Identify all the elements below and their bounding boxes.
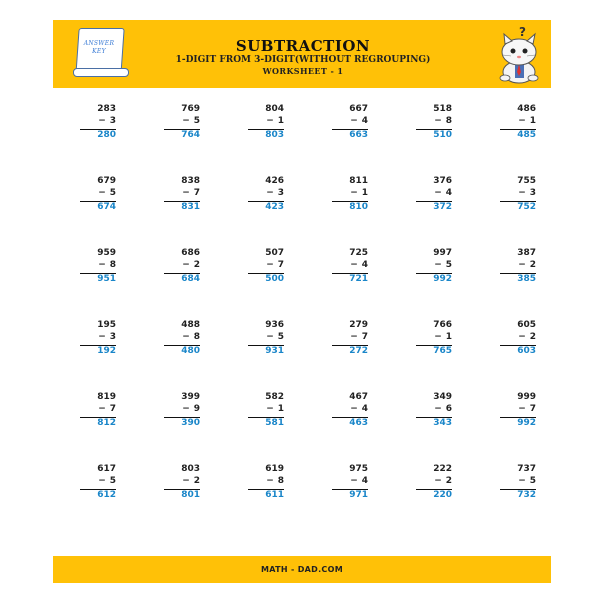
answer: 764 xyxy=(181,130,200,140)
subtrahend: 7 xyxy=(193,188,200,198)
subtraction-problem xyxy=(500,104,536,144)
minus-sign: − xyxy=(98,404,106,414)
answer: 765 xyxy=(433,346,452,356)
subtrahend-row xyxy=(350,260,368,270)
subtraction-problem xyxy=(164,104,200,144)
answer: 611 xyxy=(265,490,284,500)
answer: 510 xyxy=(433,130,452,140)
minus-sign: − xyxy=(182,116,190,126)
minuend: 838 xyxy=(181,176,200,186)
minus-sign: − xyxy=(350,332,358,342)
subtrahend-row xyxy=(350,332,368,342)
minus-sign: − xyxy=(434,188,442,198)
answer: 612 xyxy=(97,490,116,500)
subtraction-problem xyxy=(164,176,200,216)
subtrahend: 9 xyxy=(193,404,200,414)
minus-sign: − xyxy=(98,188,106,198)
minuend: 811 xyxy=(349,176,368,186)
subtraction-problem xyxy=(332,176,368,216)
scroll-roll xyxy=(73,68,129,77)
subtrahend-row xyxy=(182,116,200,126)
minus-sign: − xyxy=(434,476,442,486)
subtrahend: 5 xyxy=(445,260,452,270)
answer-key-line2: KEY xyxy=(92,48,106,55)
subtrahend-row xyxy=(350,116,368,126)
subtraction-problem xyxy=(248,248,284,288)
svg-text:?: ? xyxy=(519,25,526,39)
subtrahend: 3 xyxy=(109,116,116,126)
subtrahend-row xyxy=(98,188,116,198)
subtrahend-row xyxy=(266,476,284,486)
answer: 992 xyxy=(433,274,452,284)
subtrahend-row xyxy=(266,188,284,198)
subtrahend-row xyxy=(266,116,284,126)
minus-sign: − xyxy=(266,476,274,486)
minuend: 387 xyxy=(517,248,536,258)
subtrahend-row xyxy=(518,260,536,270)
minus-sign: − xyxy=(350,476,358,486)
minuend: 804 xyxy=(265,104,284,114)
answer: 500 xyxy=(265,274,284,284)
answer: 372 xyxy=(433,202,452,212)
minus-sign: − xyxy=(266,116,274,126)
minuend: 283 xyxy=(97,104,116,114)
subtraction-problem xyxy=(416,248,452,288)
subtrahend: 1 xyxy=(361,188,368,198)
subtrahend: 8 xyxy=(109,260,116,270)
answer: 220 xyxy=(433,490,452,500)
answer: 423 xyxy=(265,202,284,212)
subtrahend: 5 xyxy=(193,116,200,126)
worksheet-number: WORKSHEET - 1 xyxy=(262,66,344,76)
minuend: 959 xyxy=(97,248,116,258)
subtrahend: 3 xyxy=(109,332,116,342)
subtraction-problem xyxy=(332,464,368,504)
minus-sign: − xyxy=(518,116,526,126)
answer: 663 xyxy=(349,130,368,140)
minus-sign: − xyxy=(98,260,106,270)
subtrahend: 3 xyxy=(277,188,284,198)
subtrahend-row xyxy=(518,332,536,342)
minus-sign: − xyxy=(266,188,274,198)
subtrahend: 4 xyxy=(445,188,452,198)
subtrahend: 2 xyxy=(193,260,200,270)
answer: 951 xyxy=(97,274,116,284)
subtrahend: 7 xyxy=(361,332,368,342)
subtraction-problem xyxy=(500,464,536,504)
subtrahend-row xyxy=(434,476,452,486)
minus-sign: − xyxy=(266,260,274,270)
answer: 581 xyxy=(265,418,284,428)
answer: 485 xyxy=(517,130,536,140)
minuend: 617 xyxy=(97,464,116,474)
minuend: 605 xyxy=(517,320,536,330)
minuend: 803 xyxy=(181,464,200,474)
subtrahend: 7 xyxy=(109,404,116,414)
answer: 385 xyxy=(517,274,536,284)
minuend: 426 xyxy=(265,176,284,186)
subtrahend-row xyxy=(266,260,284,270)
minus-sign: − xyxy=(98,116,106,126)
subtrahend-row xyxy=(434,116,452,126)
subtraction-problem xyxy=(332,320,368,360)
subtrahend: 5 xyxy=(109,188,116,198)
subtraction-problem xyxy=(332,392,368,432)
minus-sign: − xyxy=(182,260,190,270)
subtraction-problem xyxy=(164,392,200,432)
subtraction-problem xyxy=(80,176,116,216)
minuend: 997 xyxy=(433,248,452,258)
subtraction-problem xyxy=(80,104,116,144)
subtraction-problem xyxy=(416,320,452,360)
subtrahend-row xyxy=(434,260,452,270)
minus-sign: − xyxy=(182,188,190,198)
answer: 280 xyxy=(97,130,116,140)
minuend: 488 xyxy=(181,320,200,330)
minuend: 725 xyxy=(349,248,368,258)
subtrahend-row xyxy=(518,476,536,486)
answer-key-label xyxy=(79,40,119,56)
minus-sign: − xyxy=(266,332,274,342)
subtraction-problem xyxy=(248,176,284,216)
subtrahend-row xyxy=(98,116,116,126)
subtrahend: 5 xyxy=(109,476,116,486)
subtraction-problem xyxy=(80,464,116,504)
minuend: 399 xyxy=(181,392,200,402)
minuend: 667 xyxy=(349,104,368,114)
minus-sign: − xyxy=(434,404,442,414)
minus-sign: − xyxy=(434,116,442,126)
minuend: 467 xyxy=(349,392,368,402)
subtrahend-row xyxy=(518,116,536,126)
answer: 721 xyxy=(349,274,368,284)
subtrahend-row xyxy=(182,188,200,198)
minuend: 769 xyxy=(181,104,200,114)
minus-sign: − xyxy=(266,404,274,414)
answer: 803 xyxy=(265,130,284,140)
minus-sign: − xyxy=(518,188,526,198)
answer: 752 xyxy=(517,202,536,212)
subtraction-problem xyxy=(332,104,368,144)
minuend: 486 xyxy=(517,104,536,114)
minus-sign: − xyxy=(518,404,526,414)
subtraction-problem xyxy=(416,104,452,144)
subtrahend: 4 xyxy=(361,476,368,486)
answer: 192 xyxy=(97,346,116,356)
subtraction-problem xyxy=(500,176,536,216)
minus-sign: − xyxy=(182,476,190,486)
subtraction-problem xyxy=(416,176,452,216)
answer: 810 xyxy=(349,202,368,212)
answer: 684 xyxy=(181,274,200,284)
answer: 390 xyxy=(181,418,200,428)
answer: 831 xyxy=(181,202,200,212)
subtrahend-row xyxy=(434,332,452,342)
minuend: 819 xyxy=(97,392,116,402)
subtraction-problem xyxy=(500,248,536,288)
minuend: 936 xyxy=(265,320,284,330)
answer: 343 xyxy=(433,418,452,428)
subtrahend: 6 xyxy=(445,404,452,414)
subtraction-problem xyxy=(80,392,116,432)
minus-sign: − xyxy=(434,332,442,342)
footer-site: MATH - DAD.COM xyxy=(261,565,343,574)
subtrahend: 5 xyxy=(277,332,284,342)
title-block xyxy=(153,38,453,77)
subtrahend-row xyxy=(434,188,452,198)
subtraction-problem xyxy=(332,248,368,288)
subtraction-problem xyxy=(500,320,536,360)
subtraction-problem xyxy=(164,320,200,360)
subtrahend-row xyxy=(518,404,536,414)
subtraction-problem xyxy=(500,392,536,432)
subtraction-problem xyxy=(248,104,284,144)
subtrahend-row xyxy=(98,332,116,342)
minuend: 222 xyxy=(433,464,452,474)
minus-sign: − xyxy=(518,260,526,270)
subtrahend: 1 xyxy=(445,332,452,342)
subtrahend: 1 xyxy=(529,116,536,126)
minuend: 999 xyxy=(517,392,536,402)
answer: 732 xyxy=(517,490,536,500)
subtrahend: 4 xyxy=(361,116,368,126)
minuend: 619 xyxy=(265,464,284,474)
subtrahend: 4 xyxy=(361,404,368,414)
subtraction-problem xyxy=(248,392,284,432)
subtraction-problem xyxy=(416,464,452,504)
subtrahend-row xyxy=(434,404,452,414)
minus-sign: − xyxy=(434,260,442,270)
minus-sign: − xyxy=(350,404,358,414)
subtrahend: 2 xyxy=(193,476,200,486)
subtrahend-row xyxy=(266,332,284,342)
answer: 812 xyxy=(97,418,116,428)
subtraction-problem xyxy=(80,320,116,360)
answer-key-scroll-icon xyxy=(73,26,127,78)
minuend: 349 xyxy=(433,392,452,402)
answer: 463 xyxy=(349,418,368,428)
worksheet-subtitle: 1-DIGIT FROM 3-DIGIT(WITHOUT REGROUPING) xyxy=(175,55,431,65)
answer: 992 xyxy=(517,418,536,428)
subtrahend: 1 xyxy=(277,116,284,126)
subtrahend-row xyxy=(98,404,116,414)
subtrahend-row xyxy=(98,260,116,270)
header-band xyxy=(53,20,551,88)
subtrahend-row xyxy=(350,404,368,414)
minus-sign: − xyxy=(98,332,106,342)
subtrahend: 1 xyxy=(277,404,284,414)
subtrahend: 8 xyxy=(445,116,452,126)
subtraction-problem xyxy=(416,392,452,432)
subtrahend-row xyxy=(518,188,536,198)
minuend: 195 xyxy=(97,320,116,330)
minuend: 679 xyxy=(97,176,116,186)
subtrahend-row xyxy=(98,476,116,486)
minus-sign: − xyxy=(350,188,358,198)
subtraction-problem xyxy=(248,320,284,360)
subtrahend: 2 xyxy=(529,332,536,342)
answer: 674 xyxy=(97,202,116,212)
minuend: 975 xyxy=(349,464,368,474)
subtrahend-row xyxy=(182,476,200,486)
minus-sign: − xyxy=(518,332,526,342)
minuend: 507 xyxy=(265,248,284,258)
minuend: 376 xyxy=(433,176,452,186)
subtrahend: 5 xyxy=(529,476,536,486)
minuend: 737 xyxy=(517,464,536,474)
answer: 931 xyxy=(265,346,284,356)
footer-band xyxy=(53,556,551,583)
answer: 801 xyxy=(181,490,200,500)
minuend: 518 xyxy=(433,104,452,114)
subtrahend-row xyxy=(350,476,368,486)
minus-sign: − xyxy=(518,476,526,486)
minuend: 766 xyxy=(433,320,452,330)
subtrahend-row xyxy=(182,332,200,342)
subtrahend-row xyxy=(266,404,284,414)
subtrahend: 7 xyxy=(529,404,536,414)
answer: 603 xyxy=(517,346,536,356)
answer-key-line1: ANSWER xyxy=(83,40,115,47)
minus-sign: − xyxy=(350,116,358,126)
answer: 480 xyxy=(181,346,200,356)
subtrahend: 3 xyxy=(529,188,536,198)
minus-sign: − xyxy=(350,260,358,270)
subtrahend-row xyxy=(182,260,200,270)
minuend: 686 xyxy=(181,248,200,258)
subtraction-problem xyxy=(164,248,200,288)
minuend: 279 xyxy=(349,320,368,330)
subtrahend: 2 xyxy=(445,476,452,486)
subtraction-problem xyxy=(248,464,284,504)
worksheet-title: SUBTRACTION xyxy=(235,37,371,55)
minus-sign: − xyxy=(182,404,190,414)
minuend: 582 xyxy=(265,392,284,402)
subtrahend-row xyxy=(182,404,200,414)
subtrahend: 8 xyxy=(193,332,200,342)
thinking-cat-mascot-icon xyxy=(491,22,549,86)
subtrahend-row xyxy=(350,188,368,198)
minus-sign: − xyxy=(182,332,190,342)
minus-sign: − xyxy=(98,476,106,486)
subtrahend: 2 xyxy=(529,260,536,270)
answer: 971 xyxy=(349,490,368,500)
subtraction-problem xyxy=(80,248,116,288)
subtrahend: 7 xyxy=(277,260,284,270)
minuend: 755 xyxy=(517,176,536,186)
subtraction-problem xyxy=(164,464,200,504)
subtrahend: 8 xyxy=(277,476,284,486)
subtrahend: 4 xyxy=(361,260,368,270)
answer: 272 xyxy=(349,346,368,356)
